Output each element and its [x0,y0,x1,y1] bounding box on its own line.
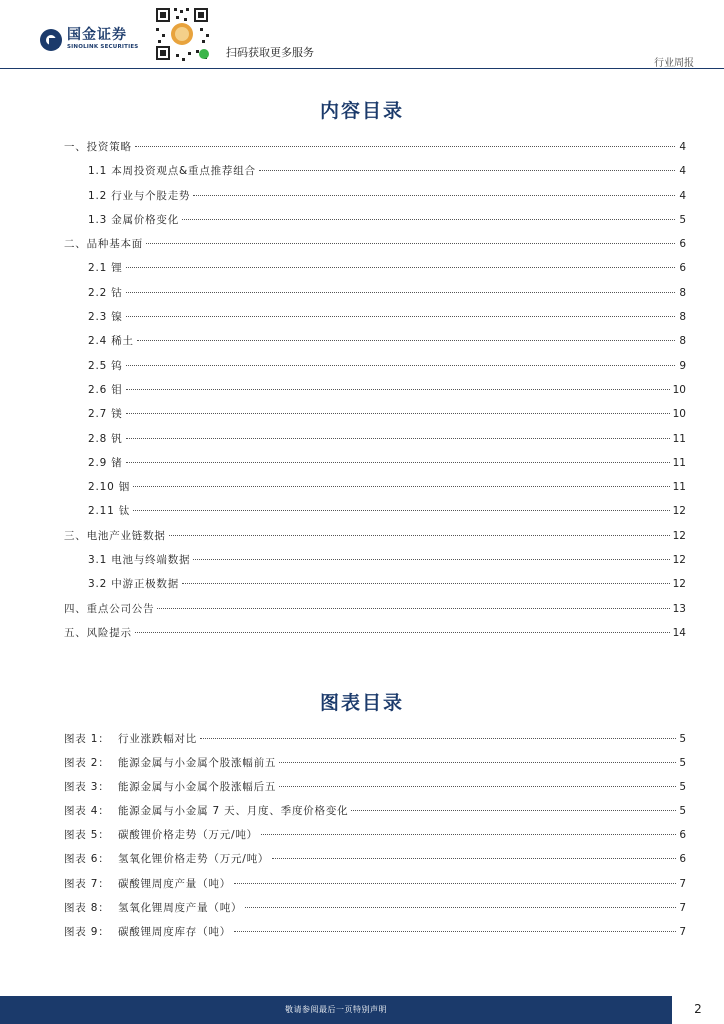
logo-english-name: SINOLINK SECURITIES [67,44,139,50]
dot-leader [169,535,670,536]
toc-entry[interactable] [64,602,686,626]
page-header [0,0,724,68]
figure-entry-number: 图表 2： [64,757,110,770]
toc-entry[interactable] [64,383,686,407]
footer-disclaimer[interactable]: 敬请参阅最后一页特别声明 [285,1005,387,1014]
toc-entry[interactable] [64,237,686,261]
toc-entry-page: 12 [672,578,686,591]
toc-entry[interactable] [64,456,686,480]
toc-entry[interactable] [64,529,686,553]
toc-entry-label: 三、电池产业链数据 [64,529,166,542]
toc-entry-page: 9 [679,359,686,372]
toc-entry-page: 8 [679,311,686,324]
toc-entry-label: 2.6 钼 [88,383,123,396]
dot-leader [157,608,669,609]
figure-list-title: 图表目录 [319,692,404,714]
toc-entry-page: 12 [672,529,686,542]
figure-entry-page: 6 [679,853,686,866]
figure-entry-label: 行业涨跌幅对比 [118,733,198,745]
toc-entry-page: 8 [679,286,686,299]
toc-entry-label: 2.5 钨 [88,359,123,372]
toc-entry[interactable] [64,140,686,164]
toc-entry-label: 一、投资策略 [64,141,132,153]
toc-entry-label: 2.3 镍 [88,311,123,324]
dot-leader [126,413,670,414]
toc-entry-label: 2.10 铟 [88,481,131,494]
figure-entry-label: 能源金属与小金属个股涨幅前五 [118,757,277,770]
figure-list [64,732,686,949]
figure-entry-page: 6 [679,829,686,842]
figure-entry-page: 7 [679,901,686,914]
figure-entry-label: 氢氧化锂价格走势（万元/吨） [118,853,270,866]
figure-entry-label: 氢氧化锂周度产量（吨） [118,901,243,914]
dot-leader [351,810,676,811]
dot-leader [279,786,676,787]
toc-entry-label: 四、重点公司公告 [64,602,155,615]
toc-entry[interactable] [64,164,686,188]
toc-entry[interactable] [64,432,686,456]
toc-entry-page: 8 [679,335,686,348]
dot-leader [272,858,676,859]
figure-entry-number: 图表 4： [64,805,110,818]
dot-leader [234,931,676,932]
dot-leader [137,340,675,341]
toc-entry-page: 11 [672,432,686,445]
dot-leader [126,438,670,439]
dot-leader [133,486,670,487]
toc-entry-page: 4 [679,141,686,153]
figure-entry-number: 图表 3： [64,781,110,794]
dot-leader [135,632,670,633]
toc-entry[interactable] [64,310,686,334]
figure-entry-number: 图表 7： [64,877,110,890]
toc-entry[interactable] [64,189,686,213]
toc-entry-label: 2.1 锂 [88,262,123,275]
qr-code-icon[interactable] [152,4,212,64]
toc-entry[interactable] [64,407,686,431]
toc-entry[interactable] [64,286,686,310]
company-logo [40,28,138,51]
figure-entry-label: 碳酸锂周度库存（吨） [118,925,231,938]
dot-leader [133,510,670,511]
figure-entry-page: 5 [679,757,686,770]
toc-entry[interactable] [64,480,686,504]
figure-entry-number: 图表 8： [64,901,110,914]
toc-entry-page: 4 [679,189,686,202]
dot-leader [182,219,675,220]
figure-entry[interactable] [64,804,686,828]
toc-entry-label: 2.4 稀土 [88,335,134,348]
toc-entry-label: 1.3 金属价格变化 [88,213,180,226]
toc-entry-page: 6 [679,238,686,251]
figure-entry-label: 能源金属与小金属 7 天、月度、季度价格变化 [118,805,349,818]
figure-entry-page: 5 [679,733,686,745]
dot-leader [126,316,675,317]
toc-entry[interactable] [64,553,686,577]
figure-entry[interactable] [64,732,686,756]
toc-entry-label: 五、风险提示 [64,626,132,639]
toc-entry[interactable] [64,626,686,650]
dot-leader [259,170,675,171]
toc-entry[interactable] [64,213,686,237]
figure-entry[interactable] [64,901,686,925]
figure-entry[interactable] [64,877,686,901]
toc-entry-page: 14 [672,626,686,639]
dot-leader [261,834,676,835]
toc-entry[interactable] [64,577,686,601]
toc-entry-label: 3.2 中游正极数据 [88,578,180,591]
figure-entry-number: 图表 9： [64,925,110,938]
figure-entry-number: 图表 5： [64,829,110,842]
toc-entry-label: 2.2 钴 [88,286,123,299]
dot-leader [126,292,675,293]
toc-entry-label: 2.7 镁 [88,408,123,421]
toc-entry-page: 13 [672,602,686,615]
toc-entry-page: 10 [672,408,686,421]
report-type-label: 行业周报 [654,58,694,69]
sinolink-logo-icon [40,29,62,51]
header-divider [0,68,724,69]
figure-entry-page: 7 [679,877,686,890]
toc-entry-page: 11 [672,456,686,469]
figure-entry[interactable] [64,828,686,852]
page-number: 2 [694,1002,702,1016]
figure-entry-number: 图表 1： [64,733,110,745]
figure-entry[interactable] [64,756,686,780]
toc-entry[interactable] [64,261,686,285]
dot-leader [193,559,669,560]
figure-entry[interactable] [64,852,686,876]
dot-leader [279,762,676,763]
toc-entry-page: 12 [672,554,686,567]
toc-entry-label: 2.9 锗 [88,456,123,469]
dot-leader [193,195,675,196]
dot-leader [135,146,675,147]
toc-title: 内容目录 [319,100,404,122]
figure-entry-page: 7 [679,925,686,938]
dot-leader [126,267,675,268]
figure-entry-page: 5 [679,805,686,818]
dot-leader [126,365,675,366]
toc-entry-page: 4 [679,165,686,178]
figure-entry-label: 碳酸锂周度产量（吨） [118,877,231,890]
toc-entry-label: 二、品种基本面 [64,238,144,251]
toc-entry-page: 5 [679,213,686,226]
dot-leader [234,883,676,884]
toc-entry[interactable] [64,504,686,528]
figure-entry-number: 图表 6： [64,853,110,866]
toc-entry[interactable] [64,359,686,383]
dot-leader [245,907,676,908]
toc-entry-label: 3.1 电池与终端数据 [88,554,191,567]
dot-leader [182,583,670,584]
toc-entry-page: 12 [672,505,686,518]
toc-entry[interactable] [64,334,686,358]
figure-entry[interactable] [64,780,686,804]
dot-leader [200,738,676,739]
qr-caption: 扫码获取更多服务 [226,46,314,59]
toc-entry-page: 10 [672,383,686,396]
figure-entry-label: 能源金属与小金属个股涨幅后五 [118,781,277,794]
toc-entry-page: 6 [679,262,686,275]
dot-leader [126,462,670,463]
toc-entry-label: 1.1 本周投资观点&重点推荐组合 [88,165,256,178]
toc-entry-label: 1.2 行业与个股走势 [88,189,191,202]
figure-entry[interactable] [64,925,686,949]
dot-leader [126,389,670,390]
logo-chinese-name: 国金证券 [67,27,127,43]
toc-entry-label: 2.8 钒 [88,432,123,445]
toc-list [64,140,686,650]
dot-leader [146,243,675,244]
toc-entry-label: 2.11 钛 [88,505,131,518]
figure-entry-page: 5 [679,781,686,794]
figure-entry-label: 碳酸锂价格走势（万元/吨） [118,829,258,842]
toc-entry-page: 11 [672,481,686,494]
